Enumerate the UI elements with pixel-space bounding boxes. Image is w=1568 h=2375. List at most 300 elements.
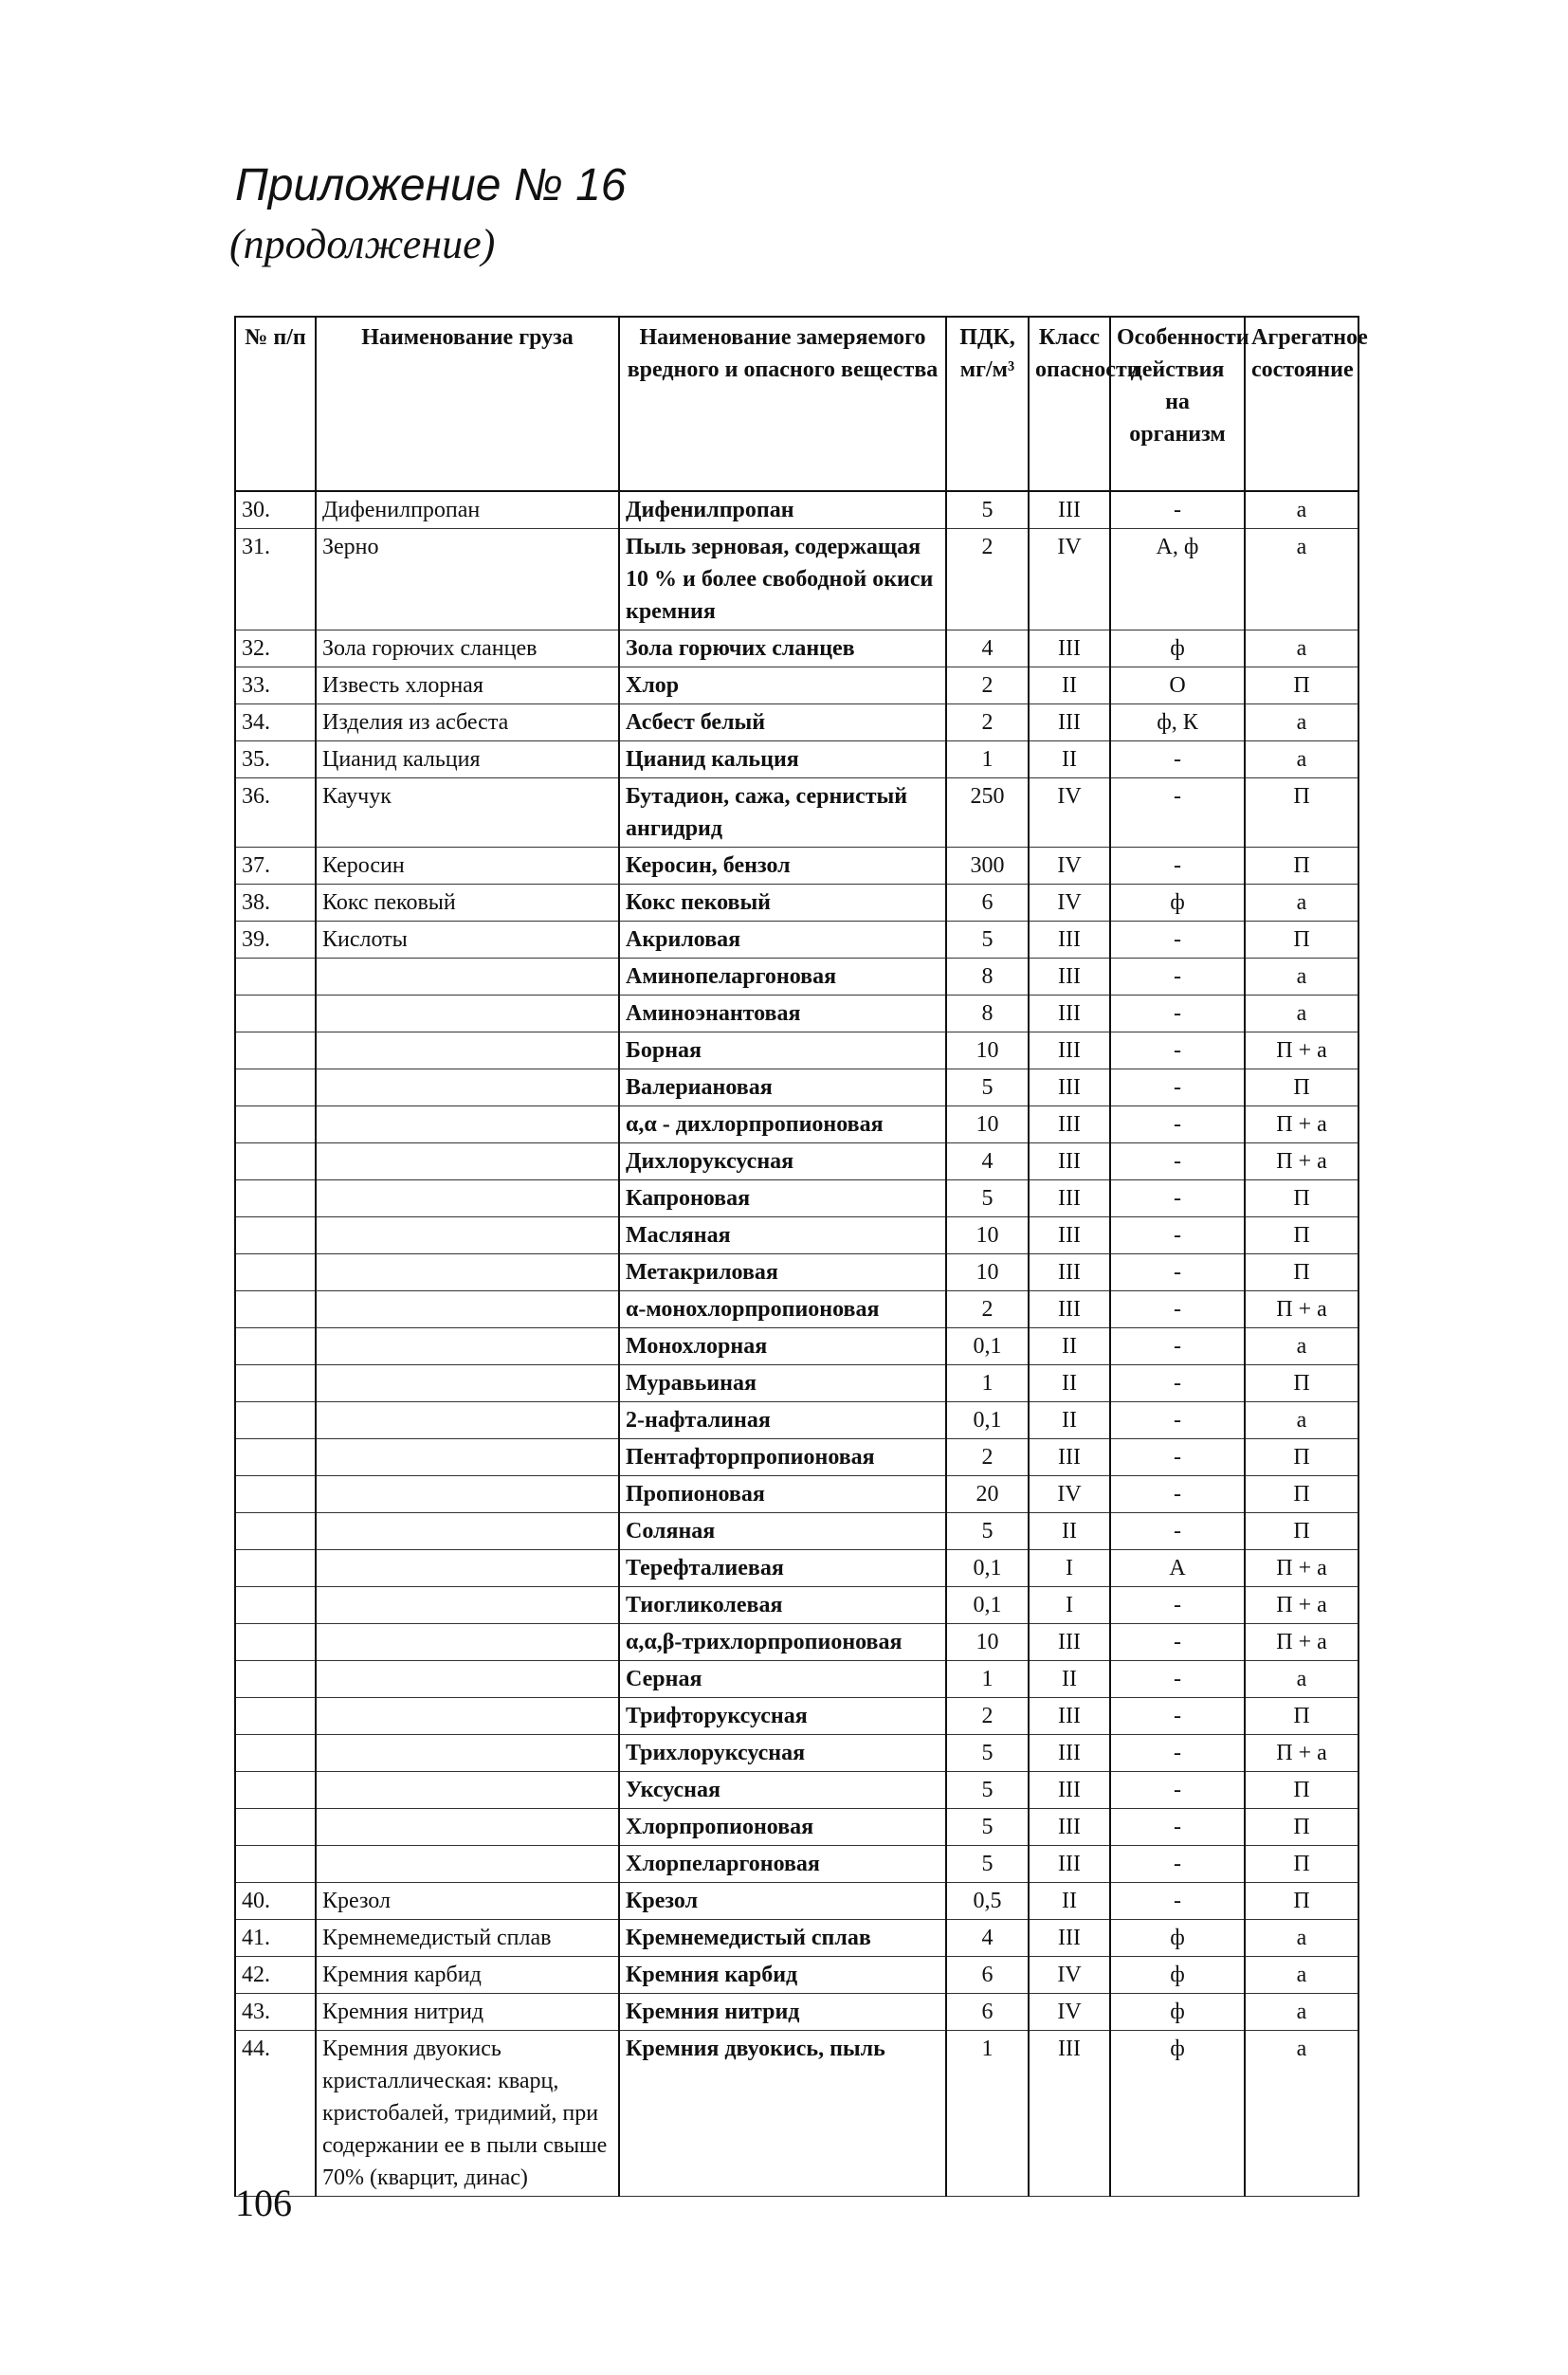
table-row	[235, 1032, 1358, 1069]
table-row	[235, 1661, 1358, 1698]
cell-features: -	[1110, 1809, 1245, 1846]
cell-features: -	[1110, 959, 1245, 996]
cell-substance: Хлор	[619, 667, 946, 704]
cell-cargo	[316, 1069, 619, 1106]
cell-state: П	[1245, 1217, 1358, 1254]
cell-substance: Уксусная	[619, 1772, 946, 1809]
cell-hazard-class: IV	[1029, 1476, 1110, 1513]
table-row	[235, 529, 1358, 630]
cell-substance: Соляная	[619, 1513, 946, 1550]
cell-state: П + а	[1245, 1032, 1358, 1069]
table-row	[235, 1069, 1358, 1106]
cell-hazard-class: III	[1029, 996, 1110, 1032]
cell-substance: Керосин, бензол	[619, 848, 946, 885]
header-state: Агрегатное состояние	[1245, 317, 1358, 491]
cell-cargo: Цианид кальция	[316, 741, 619, 778]
cell-cargo	[316, 1328, 619, 1365]
cell-features: -	[1110, 1624, 1245, 1661]
cell-hazard-class: III	[1029, 1180, 1110, 1217]
cell-features: А, ф	[1110, 529, 1245, 630]
cell-num	[235, 1846, 316, 1883]
cell-pdk: 6	[946, 1957, 1029, 1994]
cell-features: ф	[1110, 1920, 1245, 1957]
cell-num: 39.	[235, 922, 316, 959]
appendix-subtitle: (продолжение)	[229, 221, 496, 267]
cell-hazard-class: III	[1029, 1069, 1110, 1106]
cell-num	[235, 1180, 316, 1217]
cell-substance: Кокс пековый	[619, 885, 946, 922]
cell-hazard-class: III	[1029, 1032, 1110, 1069]
cell-cargo	[316, 959, 619, 996]
cell-cargo	[316, 1439, 619, 1476]
cell-substance: α,α - дихлорпропионовая	[619, 1106, 946, 1143]
cell-state: а	[1245, 2031, 1358, 2197]
cell-num	[235, 1328, 316, 1365]
cell-substance: Борная	[619, 1032, 946, 1069]
cell-num: 32.	[235, 630, 316, 667]
cell-pdk: 5	[946, 1180, 1029, 1217]
cell-state: П	[1245, 922, 1358, 959]
cell-pdk: 1	[946, 1661, 1029, 1698]
cell-features: -	[1110, 1476, 1245, 1513]
cell-cargo: Дифенилпропан	[316, 491, 619, 529]
cell-substance: Кремния карбид	[619, 1957, 946, 1994]
table-row	[235, 1920, 1358, 1957]
cell-num	[235, 1291, 316, 1328]
cell-substance: Кремния нитрид	[619, 1994, 946, 2031]
table-row	[235, 1254, 1358, 1291]
cell-state: а	[1245, 1994, 1358, 2031]
cell-substance: Метакриловая	[619, 1254, 946, 1291]
table-row	[235, 491, 1358, 529]
cell-num	[235, 1661, 316, 1698]
table-row	[235, 1809, 1358, 1846]
cell-num: 31.	[235, 529, 316, 630]
cell-hazard-class: I	[1029, 1550, 1110, 1587]
cell-substance: Трихлоруксусная	[619, 1735, 946, 1772]
cell-state: П + а	[1245, 1587, 1358, 1624]
cell-num	[235, 1809, 316, 1846]
cell-cargo	[316, 1735, 619, 1772]
cell-substance: Зола горючих сланцев	[619, 630, 946, 667]
cell-state: П	[1245, 848, 1358, 885]
cell-pdk: 10	[946, 1254, 1029, 1291]
cell-features: О	[1110, 667, 1245, 704]
cell-pdk: 0,1	[946, 1402, 1029, 1439]
cell-num	[235, 959, 316, 996]
cell-hazard-class: II	[1029, 741, 1110, 778]
cell-features: -	[1110, 778, 1245, 848]
cell-features: -	[1110, 491, 1245, 529]
cell-hazard-class: I	[1029, 1587, 1110, 1624]
cell-cargo	[316, 1550, 619, 1587]
cell-features: -	[1110, 922, 1245, 959]
cell-cargo	[316, 1032, 619, 1069]
cell-substance: Кремния двуокись, пыль	[619, 2031, 946, 2197]
cell-state: П	[1245, 1365, 1358, 1402]
cell-pdk: 4	[946, 1920, 1029, 1957]
cell-substance: Валериановая	[619, 1069, 946, 1106]
cell-features: -	[1110, 1846, 1245, 1883]
cell-pdk: 8	[946, 959, 1029, 996]
cell-features: -	[1110, 848, 1245, 885]
table-row	[235, 885, 1358, 922]
cell-features: ф, К	[1110, 704, 1245, 741]
cell-hazard-class: III	[1029, 630, 1110, 667]
cell-pdk: 300	[946, 848, 1029, 885]
cell-pdk: 5	[946, 922, 1029, 959]
cell-state: П + а	[1245, 1291, 1358, 1328]
cell-state: а	[1245, 1957, 1358, 1994]
cell-features: -	[1110, 1032, 1245, 1069]
cell-num: 37.	[235, 848, 316, 885]
cell-num	[235, 1106, 316, 1143]
cell-pdk: 5	[946, 1513, 1029, 1550]
cell-num: 34.	[235, 704, 316, 741]
table-row	[235, 1550, 1358, 1587]
cell-pdk: 2	[946, 704, 1029, 741]
cell-features: -	[1110, 1365, 1245, 1402]
cell-num	[235, 1550, 316, 1587]
cell-cargo: Кремния двуокись кристаллическая: кварц, кристобалей, тридимий, при содержании ее в пыли свыше 70% (кварцит, динас)	[316, 2031, 619, 2197]
cell-cargo: Кремнемедистый сплав	[316, 1920, 619, 1957]
table-row	[235, 1217, 1358, 1254]
cell-pdk: 0,1	[946, 1328, 1029, 1365]
cell-state: П	[1245, 1846, 1358, 1883]
cell-hazard-class: II	[1029, 1883, 1110, 1920]
cell-num	[235, 1735, 316, 1772]
cell-pdk: 0,1	[946, 1550, 1029, 1587]
table-row	[235, 1587, 1358, 1624]
cell-features: -	[1110, 1328, 1245, 1365]
cell-features: -	[1110, 1069, 1245, 1106]
cell-pdk: 5	[946, 1069, 1029, 1106]
cell-hazard-class: III	[1029, 1920, 1110, 1957]
table-row	[235, 1291, 1358, 1328]
cell-hazard-class: II	[1029, 667, 1110, 704]
header-pdk: ПДК, мг/м³	[946, 317, 1029, 491]
table-row	[235, 1402, 1358, 1439]
cell-features: -	[1110, 996, 1245, 1032]
cell-cargo	[316, 1254, 619, 1291]
cell-num	[235, 1476, 316, 1513]
cell-state: а	[1245, 1402, 1358, 1439]
cell-pdk: 2	[946, 667, 1029, 704]
header-cargo: Наименование груза	[316, 317, 619, 491]
cell-num	[235, 1069, 316, 1106]
table-row	[235, 848, 1358, 885]
cell-substance: Монохлорная	[619, 1328, 946, 1365]
cell-substance: Трифторуксусная	[619, 1698, 946, 1735]
cell-substance: Пентафторпропионовая	[619, 1439, 946, 1476]
cell-pdk: 0,1	[946, 1587, 1029, 1624]
cell-cargo	[316, 996, 619, 1032]
cell-hazard-class: II	[1029, 1402, 1110, 1439]
cell-state: а	[1245, 1328, 1358, 1365]
table-header-row	[235, 317, 1358, 491]
cell-cargo	[316, 1772, 619, 1809]
cell-substance: Аминоэнантовая	[619, 996, 946, 1032]
cell-state: П + а	[1245, 1735, 1358, 1772]
cell-state: а	[1245, 741, 1358, 778]
cell-pdk: 5	[946, 1735, 1029, 1772]
cell-hazard-class: III	[1029, 1254, 1110, 1291]
cell-hazard-class: III	[1029, 1106, 1110, 1143]
cell-hazard-class: IV	[1029, 1994, 1110, 2031]
cell-cargo: Известь хлорная	[316, 667, 619, 704]
cell-cargo	[316, 1661, 619, 1698]
cell-cargo	[316, 1698, 619, 1735]
table-row	[235, 1143, 1358, 1180]
cell-pdk: 6	[946, 885, 1029, 922]
cell-pdk: 10	[946, 1217, 1029, 1254]
cell-num	[235, 1365, 316, 1402]
cell-cargo	[316, 1846, 619, 1883]
cell-features: ф	[1110, 630, 1245, 667]
cell-state: П + а	[1245, 1106, 1358, 1143]
cell-hazard-class: II	[1029, 1661, 1110, 1698]
cell-num: 30.	[235, 491, 316, 529]
cell-substance: Хлорпропионовая	[619, 1809, 946, 1846]
cell-state: а	[1245, 704, 1358, 741]
cell-pdk: 250	[946, 778, 1029, 848]
table-body	[235, 491, 1358, 2197]
table-row	[235, 1106, 1358, 1143]
cell-cargo	[316, 1143, 619, 1180]
cell-features: -	[1110, 1587, 1245, 1624]
cell-num: 38.	[235, 885, 316, 922]
cell-cargo: Каучук	[316, 778, 619, 848]
cell-features: -	[1110, 1735, 1245, 1772]
cell-cargo: Зола горючих сланцев	[316, 630, 619, 667]
cell-features: -	[1110, 1513, 1245, 1550]
cell-substance: Пыль зерновая, содержащая 10 % и более свободной окиси кремния	[619, 529, 946, 630]
cell-state: П	[1245, 1698, 1358, 1735]
cell-hazard-class: III	[1029, 1735, 1110, 1772]
cell-pdk: 2	[946, 529, 1029, 630]
cell-state: П	[1245, 1809, 1358, 1846]
cell-hazard-class: III	[1029, 1291, 1110, 1328]
cell-features: -	[1110, 1254, 1245, 1291]
table-row	[235, 1180, 1358, 1217]
cell-state: П	[1245, 1883, 1358, 1920]
cell-hazard-class: IV	[1029, 529, 1110, 630]
table-row	[235, 2031, 1358, 2197]
cell-substance: Масляная	[619, 1217, 946, 1254]
cell-hazard-class: III	[1029, 491, 1110, 529]
table-row	[235, 1439, 1358, 1476]
cell-hazard-class: II	[1029, 1513, 1110, 1550]
cell-hazard-class: IV	[1029, 1957, 1110, 1994]
cell-cargo	[316, 1809, 619, 1846]
cell-state: а	[1245, 491, 1358, 529]
cell-num	[235, 1254, 316, 1291]
cell-hazard-class: II	[1029, 1365, 1110, 1402]
cell-state: П	[1245, 1180, 1358, 1217]
table-row	[235, 1994, 1358, 2031]
cell-substance: Аминопеларгоновая	[619, 959, 946, 996]
table-row	[235, 1846, 1358, 1883]
cell-num: 33.	[235, 667, 316, 704]
cell-features: -	[1110, 1106, 1245, 1143]
cell-cargo	[316, 1180, 619, 1217]
table-row	[235, 741, 1358, 778]
table-row	[235, 667, 1358, 704]
substances-table	[234, 316, 1368, 2197]
cell-features: А	[1110, 1550, 1245, 1587]
cell-features: -	[1110, 1661, 1245, 1698]
cell-pdk: 20	[946, 1476, 1029, 1513]
table-row	[235, 1883, 1358, 1920]
cell-pdk: 8	[946, 996, 1029, 1032]
cell-num	[235, 1772, 316, 1809]
cell-substance: 2-нафталиная	[619, 1402, 946, 1439]
cell-cargo: Кокс пековый	[316, 885, 619, 922]
cell-cargo: Крезол	[316, 1883, 619, 1920]
cell-state: а	[1245, 885, 1358, 922]
cell-state: а	[1245, 1920, 1358, 1957]
cell-pdk: 1	[946, 2031, 1029, 2197]
cell-state: а	[1245, 959, 1358, 996]
cell-features: ф	[1110, 885, 1245, 922]
cell-hazard-class: IV	[1029, 848, 1110, 885]
cell-pdk: 2	[946, 1698, 1029, 1735]
cell-state: П	[1245, 1772, 1358, 1809]
cell-hazard-class: III	[1029, 704, 1110, 741]
cell-pdk: 10	[946, 1032, 1029, 1069]
cell-features: -	[1110, 1291, 1245, 1328]
cell-features: -	[1110, 1772, 1245, 1809]
cell-substance: Дихлоруксусная	[619, 1143, 946, 1180]
cell-substance: Бутадион, сажа, сернистый ангидрид	[619, 778, 946, 848]
cell-hazard-class: II	[1029, 1328, 1110, 1365]
appendix-title: Приложение № 16	[235, 160, 627, 210]
cell-cargo: Кремния нитрид	[316, 1994, 619, 2031]
cell-features: ф	[1110, 2031, 1245, 2197]
cell-state: а	[1245, 529, 1358, 630]
table-row	[235, 1476, 1358, 1513]
cell-state: а	[1245, 630, 1358, 667]
cell-cargo: Керосин	[316, 848, 619, 885]
cell-features: -	[1110, 1439, 1245, 1476]
cell-substance: Серная	[619, 1661, 946, 1698]
cell-hazard-class: IV	[1029, 885, 1110, 922]
cell-pdk: 10	[946, 1624, 1029, 1661]
cell-pdk: 6	[946, 1994, 1029, 2031]
cell-hazard-class: III	[1029, 1809, 1110, 1846]
cell-hazard-class: III	[1029, 1439, 1110, 1476]
cell-substance: Пропионовая	[619, 1476, 946, 1513]
cell-pdk: 5	[946, 491, 1029, 529]
header-features: Особенности действия на организм	[1110, 317, 1245, 491]
cell-features: -	[1110, 1698, 1245, 1735]
cell-cargo	[316, 1476, 619, 1513]
cell-cargo	[316, 1217, 619, 1254]
cell-substance: Цианид кальция	[619, 741, 946, 778]
cell-num	[235, 1402, 316, 1439]
cell-num	[235, 1143, 316, 1180]
cell-hazard-class: IV	[1029, 778, 1110, 848]
cell-hazard-class: III	[1029, 1846, 1110, 1883]
cell-cargo	[316, 1106, 619, 1143]
cell-hazard-class: III	[1029, 922, 1110, 959]
cell-hazard-class: III	[1029, 1624, 1110, 1661]
cell-substance: α-монохлорпропионовая	[619, 1291, 946, 1328]
cell-substance: Дифенилпропан	[619, 491, 946, 529]
cell-num	[235, 1698, 316, 1735]
cell-cargo	[316, 1365, 619, 1402]
cell-pdk: 2	[946, 1291, 1029, 1328]
cell-features: -	[1110, 1883, 1245, 1920]
cell-num: 36.	[235, 778, 316, 848]
table-row	[235, 1698, 1358, 1735]
cell-cargo	[316, 1624, 619, 1661]
table-row	[235, 630, 1358, 667]
cell-pdk: 5	[946, 1846, 1029, 1883]
table-row	[235, 922, 1358, 959]
table-row	[235, 1624, 1358, 1661]
cell-num: 40.	[235, 1883, 316, 1920]
cell-pdk: 5	[946, 1809, 1029, 1846]
cell-state: П	[1245, 1069, 1358, 1106]
cell-state: П	[1245, 1439, 1358, 1476]
cell-state: а	[1245, 996, 1358, 1032]
cell-num	[235, 1513, 316, 1550]
cell-pdk: 1	[946, 741, 1029, 778]
cell-cargo	[316, 1587, 619, 1624]
cell-state: П + а	[1245, 1143, 1358, 1180]
cell-features: -	[1110, 1402, 1245, 1439]
cell-state: П	[1245, 778, 1358, 848]
cell-state: П + а	[1245, 1550, 1358, 1587]
cell-pdk: 4	[946, 1143, 1029, 1180]
cell-features: -	[1110, 1217, 1245, 1254]
cell-hazard-class: III	[1029, 959, 1110, 996]
cell-features: -	[1110, 1180, 1245, 1217]
header-substance: Наименование замеряемого вредного и опасного вещества	[619, 317, 946, 491]
cell-state: П + а	[1245, 1624, 1358, 1661]
cell-num: 35.	[235, 741, 316, 778]
cell-substance: Муравьиная	[619, 1365, 946, 1402]
cell-pdk: 5	[946, 1772, 1029, 1809]
cell-substance: Крезол	[619, 1883, 946, 1920]
cell-cargo: Кремния карбид	[316, 1957, 619, 1994]
cell-pdk: 2	[946, 1439, 1029, 1476]
cell-state: П	[1245, 1513, 1358, 1550]
table-row	[235, 996, 1358, 1032]
cell-pdk: 0,5	[946, 1883, 1029, 1920]
cell-substance: Кремнемедистый сплав	[619, 1920, 946, 1957]
cell-num	[235, 1032, 316, 1069]
cell-substance: Акриловая	[619, 922, 946, 959]
table-row	[235, 959, 1358, 996]
cell-hazard-class: III	[1029, 1217, 1110, 1254]
cell-hazard-class: III	[1029, 1698, 1110, 1735]
cell-substance: Асбест белый	[619, 704, 946, 741]
cell-pdk: 10	[946, 1106, 1029, 1143]
cell-features: -	[1110, 1143, 1245, 1180]
cell-substance: Капроновая	[619, 1180, 946, 1217]
cell-substance: Терефталиевая	[619, 1550, 946, 1587]
table-row	[235, 1513, 1358, 1550]
cell-substance: α,α,β-трихлорпропионовая	[619, 1624, 946, 1661]
header-hazard-class: Класс опасности	[1029, 317, 1110, 491]
cell-cargo: Зерно	[316, 529, 619, 630]
table-row	[235, 704, 1358, 741]
cell-features: -	[1110, 741, 1245, 778]
cell-num	[235, 1217, 316, 1254]
cell-num: 43.	[235, 1994, 316, 2031]
